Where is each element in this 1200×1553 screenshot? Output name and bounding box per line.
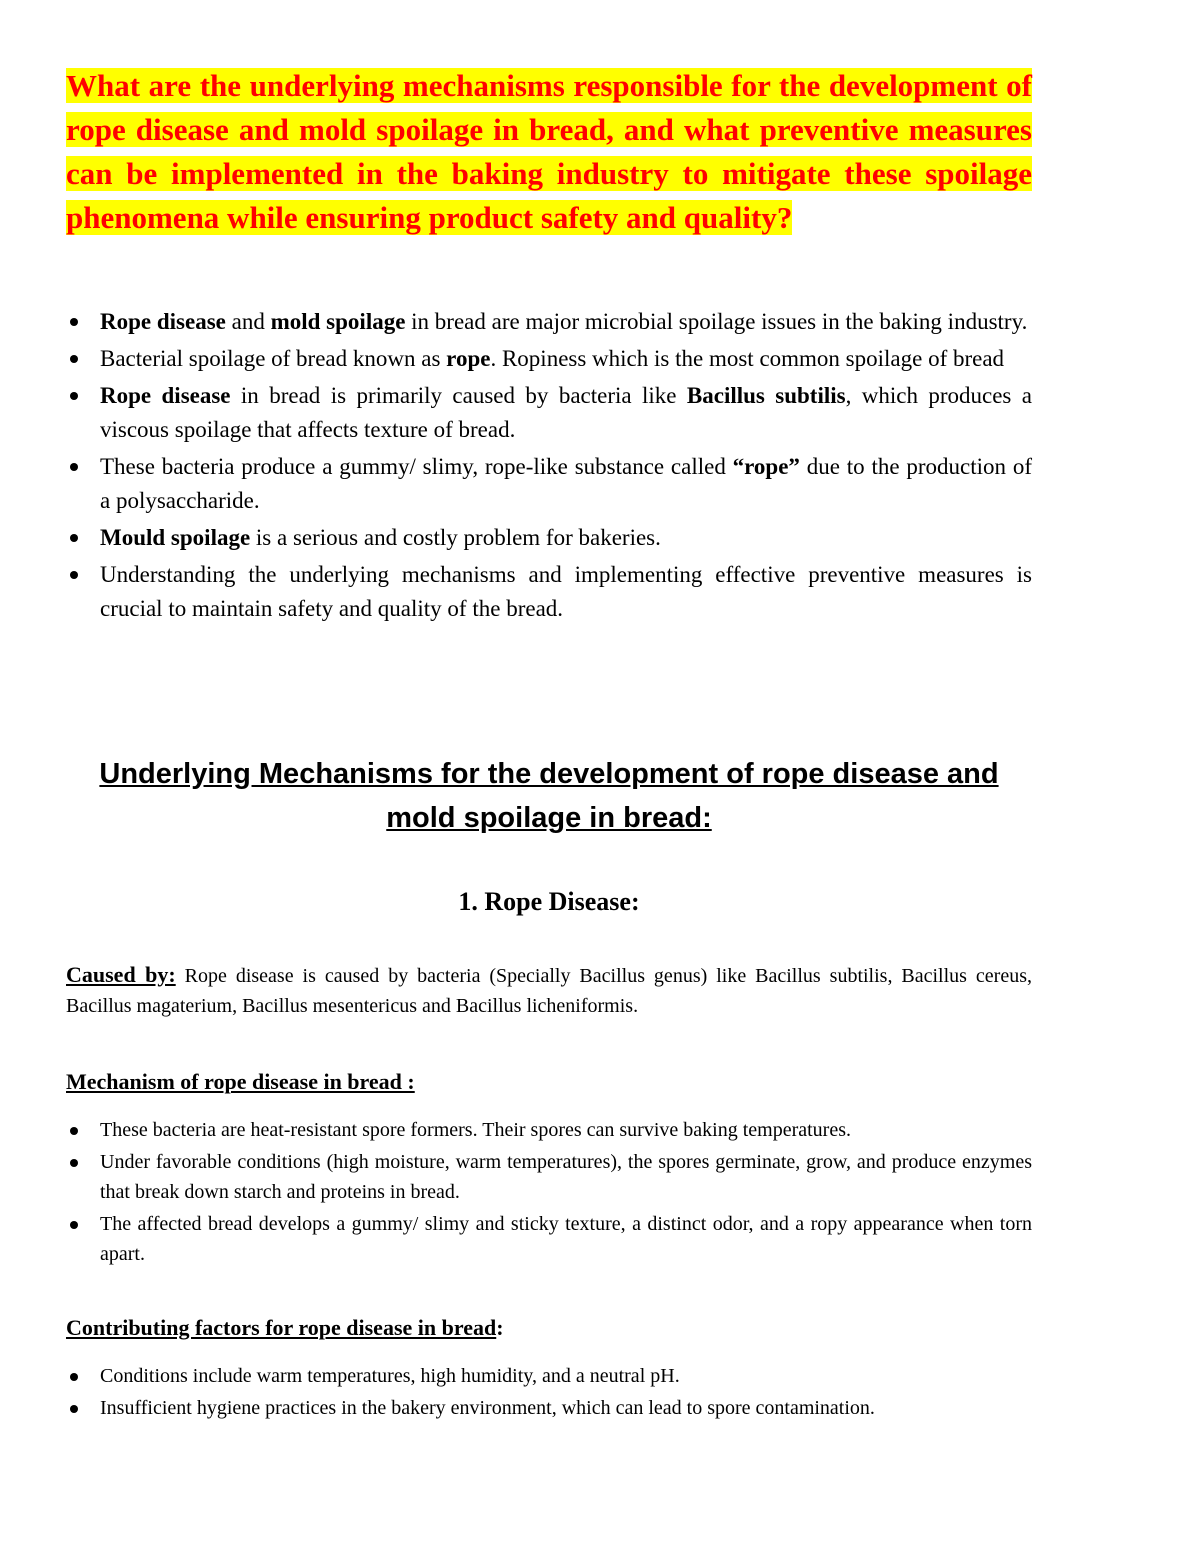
list-item-text: in bread are major microbial spoilage issues in the baking industry. <box>405 309 1028 334</box>
bold-term: Bacillus subtilis <box>686 383 846 408</box>
list-item <box>66 379 1032 447</box>
bullet-icon <box>70 1405 78 1413</box>
bold-term: Mould spoilage <box>100 525 251 550</box>
bold-term: mold spoilage <box>270 309 406 334</box>
mechanism-bullet-list <box>66 1115 1032 1271</box>
section-heading: Underlying Mechanisms for the development of rope disease and mold spoilage in bread: <box>99 758 999 834</box>
bold-term: rope <box>446 346 491 371</box>
mechanism-heading <box>66 1067 415 1097</box>
contributing-bullet-list <box>66 1361 1032 1425</box>
bold-term: Rope disease <box>100 383 231 408</box>
list-item-text: The affected bread develops a gummy/ slimy and sticky texture, a distinct odor, and a ropy appearance when torn apart. <box>100 1213 1032 1265</box>
bullet-icon <box>70 1159 78 1167</box>
bullet-icon <box>70 1373 78 1381</box>
list-item <box>66 1115 1032 1145</box>
list-item-text: Under favorable conditions (high moisture, warm temperatures), the spores germinate, grow, and produce enzymes that break down starch and proteins in bread. <box>100 1151 1032 1203</box>
intro-bullet-list <box>66 305 1032 629</box>
bold-term: “rope” <box>732 454 800 479</box>
caused-by-paragraph <box>66 960 1032 1021</box>
mechanism-heading-text: Mechanism of rope disease in bread : <box>66 1069 415 1094</box>
list-item-text: These bacteria produce a gummy/ slimy, rope-like substance called <box>100 454 733 479</box>
bullet-icon <box>70 392 78 400</box>
bullet-icon <box>70 1127 78 1135</box>
bullet-icon <box>70 1221 78 1229</box>
list-item-text: . Ropiness which is the most common spoilage of bread <box>490 346 1005 371</box>
list-item <box>66 342 1032 376</box>
bullet-icon <box>70 571 78 579</box>
contributing-heading-text: Contributing factors for rope disease in bread <box>66 1315 497 1340</box>
list-item-text: in bread is primarily caused by bacteria like <box>230 383 687 408</box>
bold-term: Rope disease <box>100 309 226 334</box>
list-item-text: and <box>225 309 271 334</box>
list-item-text: Understanding the underlying mechanisms and implementing effective preventive measures is crucial to maintain safety and quality of the bread. <box>100 562 1032 621</box>
list-item <box>66 450 1032 518</box>
list-item-text: These bacteria are heat-resistant spore formers. Their spores can survive baking temperatures. <box>100 1119 851 1141</box>
list-item-text: is a serious and costly problem for bakeries. <box>250 525 661 550</box>
research-question-text: What are the underlying mechanisms responsible for the development of rope disease and mold spoilage in bread, and what preventive measures can be implemented in the baking industry to mitigate these spoilage phenomena while ensuring product safety and quality? <box>66 68 1032 235</box>
list-item <box>66 1209 1032 1269</box>
list-item <box>66 1361 1032 1391</box>
contributing-heading-colon: : <box>496 1315 504 1340</box>
list-item-text: Bacterial spoilage of bread known as <box>100 346 447 371</box>
bullet-icon <box>70 318 78 326</box>
list-item-text: Conditions include warm temperatures, high humidity, and a neutral pH. <box>100 1365 680 1387</box>
caused-by-text: Rope disease is caused by bacteria (Specially Bacillus genus) like Bacillus subtilis, Bacillus cereus, Bacillus magaterium, Bacillus mesentericus and Bacillus licheniformis. <box>66 965 1032 1017</box>
bullet-icon <box>70 355 78 363</box>
list-item <box>66 521 1032 555</box>
list-item-text: Insufficient hygiene practices in the bakery environment, which can lead to spore contamination. <box>100 1397 875 1419</box>
list-item <box>66 558 1032 626</box>
contributing-heading <box>66 1313 504 1343</box>
list-item <box>66 305 1032 339</box>
subsection-heading: 1. Rope Disease: <box>458 887 640 916</box>
list-item-text: , which produces a viscous spoilage that affects texture of bread. <box>100 383 1032 442</box>
caused-by-label: Caused by: <box>66 962 176 987</box>
bullet-icon <box>70 534 78 542</box>
list-item <box>66 1147 1032 1207</box>
research-question <box>66 64 1032 240</box>
list-item <box>66 1393 1032 1423</box>
bullet-icon <box>70 463 78 471</box>
list-item-text: due to the production of a polysaccharide. <box>100 454 1032 513</box>
